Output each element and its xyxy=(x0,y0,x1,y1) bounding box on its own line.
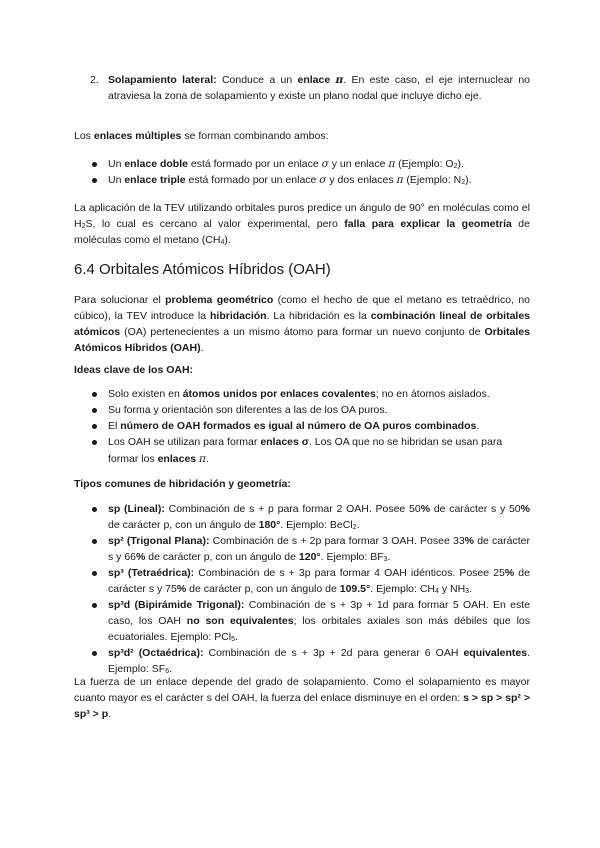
bullet-icon xyxy=(92,571,97,576)
text: . Ejemplo: BF xyxy=(320,551,384,563)
text: de moléculas como el metano (CH xyxy=(74,218,530,246)
bold-text: % xyxy=(520,503,530,515)
subheading-tipos xyxy=(74,476,530,492)
text: ). xyxy=(457,158,464,170)
bullet-list-hybridization xyxy=(90,501,530,677)
list-item xyxy=(90,386,530,402)
subscript: 3 xyxy=(383,556,388,563)
text: y un enlace xyxy=(328,158,389,170)
bold-text: % xyxy=(176,583,187,595)
text: . La hibridación es la xyxy=(266,310,371,322)
bold-text: falla para explicar la geometría xyxy=(344,218,512,230)
sigma-symbol: σ xyxy=(319,174,327,186)
text: . Ejemplo: BeCl xyxy=(280,519,353,531)
bullet-icon xyxy=(92,178,97,183)
bullet-icon xyxy=(92,507,97,512)
bold-text: % xyxy=(136,551,146,563)
text: (como el hecho de que el metano es tetraédrico, no cúbico), la TEV introduce la xyxy=(74,294,531,322)
paragraph-multiples xyxy=(74,128,530,144)
text: y dos enlaces xyxy=(326,174,397,186)
text: . En este caso, el eje internuclear no atraviesa la zona de solapamiento y existe un plano nodal que incluye dicho eje. xyxy=(108,74,531,102)
bold-text: enlaces xyxy=(157,453,200,465)
bold-text: 109.5° xyxy=(339,583,371,595)
text: Los OAH se utilizan para formar xyxy=(108,436,261,448)
list-item xyxy=(90,402,530,418)
bold-text: combinación lineal de orbitales atómicos xyxy=(74,310,530,338)
text: . Ejemplo: CH xyxy=(370,583,436,595)
text: ; los orbitales axiales son más débiles que los ecuatoriales. Ejemplo: PCl xyxy=(108,615,530,643)
bold-text: 120° xyxy=(298,551,321,563)
text: de carácter p, con un ángulo de xyxy=(186,583,340,595)
text: La aplicación de la TEV utilizando orbitales puros predice un ángulo de 90° en moléculas como el H xyxy=(74,202,530,230)
pi-symbol: π xyxy=(335,74,344,86)
bold-text: % xyxy=(464,535,475,547)
list-item xyxy=(90,645,530,677)
list-item xyxy=(90,434,530,468)
list-item xyxy=(90,533,530,565)
text: de carácter p, con un ángulo de xyxy=(145,551,299,563)
pi-symbol: π xyxy=(388,158,396,170)
text: está formado por un enlace xyxy=(187,158,322,170)
bold-text: átomos unidos por enlaces covalentes xyxy=(182,388,376,400)
text: . xyxy=(205,453,209,465)
list-item xyxy=(90,501,530,533)
bullet-icon xyxy=(92,408,97,413)
list-item xyxy=(90,565,530,597)
list-item xyxy=(90,156,530,172)
text: El xyxy=(108,420,121,432)
bold-text: enlace triple xyxy=(124,174,186,186)
bullet-icon xyxy=(92,424,97,429)
text: (Ejemplo: N xyxy=(403,174,462,186)
section-title: 6.4 Orbitales Atómicos Híbridos (OAH) xyxy=(74,261,331,278)
subscript: 2 xyxy=(81,223,86,230)
item-number: 2. xyxy=(90,74,99,86)
pi-symbol: π xyxy=(199,453,206,465)
bold-text: s > sp > sp² > sp³ > p xyxy=(74,692,530,720)
text: . Los OA que no se hibridan se usan para formar los xyxy=(108,436,503,465)
bold-text: número de OAH formados es igual al número de OA puros combinados xyxy=(120,420,477,432)
paragraph-tev xyxy=(74,200,530,248)
bold-text: enlace doble xyxy=(124,158,188,170)
subscript: 3 xyxy=(465,588,470,595)
bold-text: Orbitales Atómicos Híbridos (OAH) xyxy=(74,326,530,354)
numbered-item-2 xyxy=(90,72,530,104)
text: Combinación de s + 3p + 1d para formar 5 OAH. En este caso, los OAH xyxy=(108,599,530,627)
bold-text: enlaces σ xyxy=(260,436,309,448)
paragraph-intro xyxy=(74,292,530,356)
bullet-icon xyxy=(92,440,97,445)
item-title: Solapamiento lateral: xyxy=(108,74,217,86)
text: Para solucionar el xyxy=(74,294,166,306)
bold-text: hibridación xyxy=(210,310,267,322)
text: y NH xyxy=(438,583,466,595)
pi-symbol: π xyxy=(396,174,404,186)
list-item xyxy=(90,172,530,188)
text: Combinación de s + 3p para formar 4 OAH idénticos. Posee 25 xyxy=(194,567,505,579)
text: Un xyxy=(108,174,125,186)
text: ). xyxy=(224,234,231,246)
bullet-icon xyxy=(92,603,97,608)
bullet-icon xyxy=(92,162,97,167)
bold-text: no son equivalentes xyxy=(186,615,294,627)
text: se forman combinando ambos: xyxy=(181,130,329,142)
bullet-icon xyxy=(92,651,97,656)
bold-text: sp³d (Bipirámide Trigonal): xyxy=(108,599,245,611)
text: S, lo cual es cercano al valor experimental, pero xyxy=(85,218,345,230)
text: (OA) pertenecientes a un mismo átomo para formar un nuevo conjunto de xyxy=(120,326,485,338)
subheading-ideas xyxy=(74,362,530,378)
text: . xyxy=(469,583,472,595)
text: Conduce a un xyxy=(216,74,298,86)
text: La fuerza de un enlace depende del grado de solapamiento. Como el solapamiento es mayor cuanto mayor es el carácter s del OAH, la fuerza del enlace disminuye en el orden: xyxy=(74,676,530,704)
sigma-symbol: σ xyxy=(321,158,329,170)
bold-text: sp³ (Tetraédrica): xyxy=(108,567,195,579)
text: . xyxy=(356,519,360,531)
bold-text: % xyxy=(420,503,431,515)
text: Los xyxy=(74,130,94,142)
text: de carácter s y 75 xyxy=(108,567,530,595)
text: Combinación de s + 2p para formar 3 OAH. Posee 33 xyxy=(209,535,465,547)
bold-text: sp (Lineal): xyxy=(108,503,165,515)
text: (Ejemplo: O xyxy=(395,158,454,170)
text: ). xyxy=(465,174,472,186)
text: . xyxy=(387,551,391,563)
bold-text: problema geométrico xyxy=(165,294,274,306)
text: . xyxy=(169,663,173,675)
bullet-list-ideas xyxy=(90,386,530,468)
bold-text: % xyxy=(504,567,515,579)
bold-text: equivalentes xyxy=(463,647,528,659)
subscript: 2 xyxy=(352,524,357,531)
text: de carácter p, con un ángulo de xyxy=(108,519,259,531)
bold-text: enlace xyxy=(297,74,336,86)
text: . xyxy=(200,342,204,354)
bold-text: sp² (Trigonal Plana): xyxy=(108,535,210,547)
subscript: 2 xyxy=(453,163,458,170)
subscript: 4 xyxy=(220,239,225,246)
text: Su forma y orientación son diferentes a las de los OA puros. xyxy=(108,404,388,416)
subscript: 5 xyxy=(231,636,236,643)
bullet-icon xyxy=(92,539,97,544)
bold-text: enlaces múltiples xyxy=(93,130,182,142)
bullet-icon xyxy=(92,392,97,397)
text: de carácter s y 50 xyxy=(430,503,521,515)
subheading-text: Ideas clave de los OAH: xyxy=(74,364,194,376)
text: está formado por un enlace xyxy=(185,174,320,186)
subscript: 6 xyxy=(165,668,170,675)
text: ; no en átomos aislados. xyxy=(375,388,490,400)
list-item xyxy=(90,597,530,645)
subheading-text: Tipos comunes de hibridación y geometría: xyxy=(74,478,291,490)
bullet-list-bonds xyxy=(90,156,530,188)
bold-text: 180° xyxy=(258,519,281,531)
text: de carácter s y 66 xyxy=(108,535,530,563)
list-item xyxy=(90,418,530,434)
bold-text: sp³d² (Octaédrica): xyxy=(108,647,204,659)
paragraph-final xyxy=(74,674,530,722)
text: . xyxy=(476,420,480,432)
text: . Ejemplo: SF xyxy=(108,647,530,675)
text: Solo existen en xyxy=(108,388,183,400)
text: Combinación de s + 3p + 2d para generar 6 OAH xyxy=(203,647,464,659)
subscript: 2 xyxy=(461,179,466,186)
text: Un xyxy=(108,158,125,170)
subscript: 4 xyxy=(435,588,439,595)
text: Combinación de s + p para formar 2 OAH. Posee 50 xyxy=(164,503,421,515)
text: . xyxy=(108,708,112,720)
text: . xyxy=(235,631,238,643)
